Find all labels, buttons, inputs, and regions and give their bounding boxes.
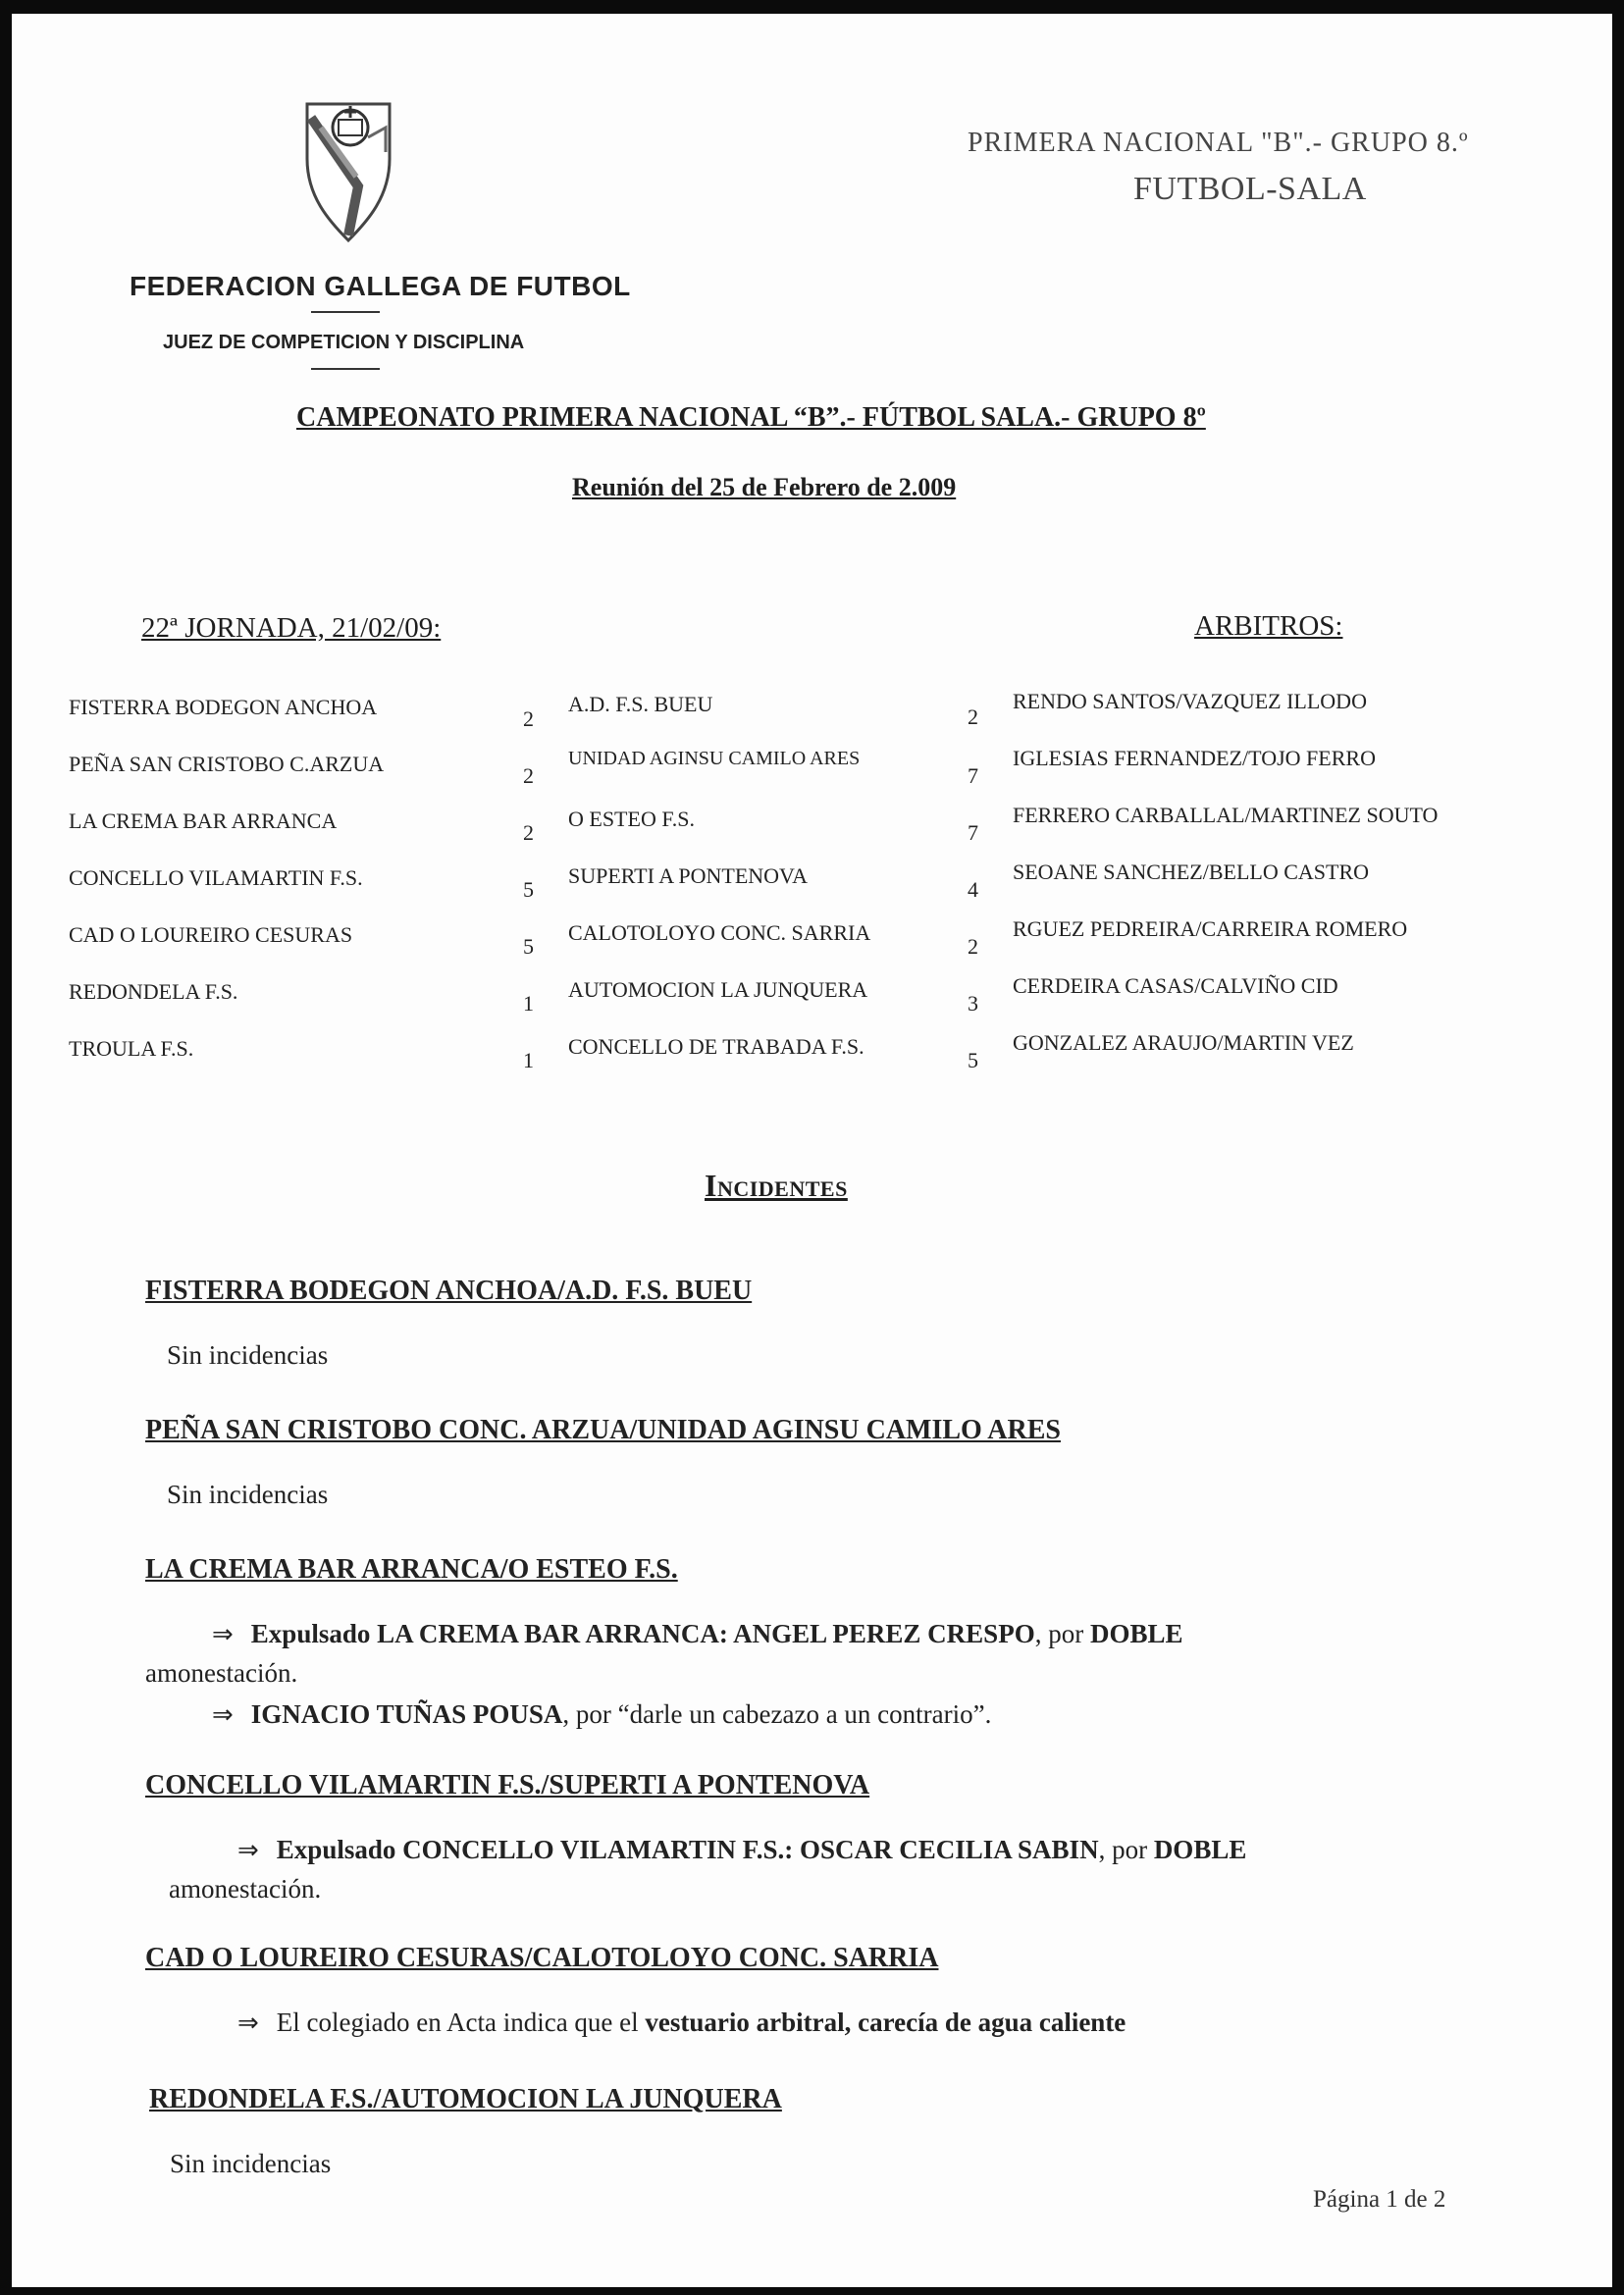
- incident-match-title: FISTERRA BODEGON ANCHOA/A.D. F.S. BUEU: [145, 1276, 753, 1306]
- home-team: CAD O LOUREIRO CESURAS: [69, 922, 353, 947]
- incident-text: amonestación.: [145, 1658, 298, 1688]
- away-score: 3: [968, 991, 978, 1016]
- away-score: 7: [968, 820, 978, 845]
- home-score: 5: [523, 934, 534, 959]
- incident-match-title: REDONDELA F.S./AUTOMOCION LA JUNQUERA: [149, 2084, 782, 2114]
- incidents-heading: Incidentes: [705, 1168, 848, 1203]
- divider: [311, 368, 380, 370]
- document-page: [12, 14, 1612, 2287]
- home-score: 1: [523, 1048, 534, 1072]
- meeting-date: Reunión del 25 de Febrero de 2.009: [572, 473, 957, 501]
- incident-text: Sin incidencias: [170, 2149, 332, 2178]
- incident-match-title: PEÑA SAN CRISTOBO CONC. ARZUA/UNIDAD AGINSU CAMILO ARES: [145, 1415, 1061, 1445]
- away-team: SUPERTI A PONTENOVA: [568, 863, 808, 888]
- away-team: A.D. F.S. BUEU: [568, 692, 713, 716]
- arrow-icon: ⇒: [212, 1700, 234, 1729]
- away-team: CALOTOLOYO CONC. SARRIA: [568, 920, 871, 945]
- away-team: UNIDAD AGINSU CAMILO ARES: [568, 748, 861, 769]
- home-score: 1: [523, 991, 534, 1016]
- incident-text: Sin incidencias: [167, 1480, 329, 1509]
- arrow-icon: ⇒: [212, 1620, 234, 1648]
- page-title: CAMPEONATO PRIMERA NACIONAL “B”.- FÚTBOL SALA.- GRUPO 8º: [296, 402, 1206, 433]
- home-score: 2: [523, 763, 534, 788]
- page-number: Página 1 de 2: [1313, 2186, 1446, 2213]
- referees: FERRERO CARBALLAL/MARTINEZ SOUTO: [1013, 803, 1439, 827]
- referees: RGUEZ PEDREIRA/CARREIRA ROMERO: [1013, 916, 1408, 941]
- incident-match-title: LA CREMA BAR ARRANCA/O ESTEO F.S.: [145, 1554, 678, 1585]
- home-score: 2: [523, 820, 534, 845]
- incident-bullet: ⇒ Expulsado CONCELLO VILAMARTIN F.S.: OSCAR CECILIA SABIN, por DOBLE: [237, 1835, 1247, 1864]
- sport-label: FUTBOL-SALA: [1133, 171, 1367, 207]
- incident-text: Sin incidencias: [167, 1340, 329, 1370]
- incident-bullet: ⇒ El colegiado en Acta indica que el vestuario arbitral, carecía de agua caliente: [237, 2008, 1126, 2037]
- incident-match-title: CONCELLO VILAMARTIN F.S./SUPERTI A PONTENOVA: [145, 1770, 870, 1800]
- divider: [311, 311, 380, 313]
- home-team: CONCELLO VILAMARTIN F.S.: [69, 865, 363, 890]
- referees-heading: ARBITROS:: [1194, 610, 1343, 642]
- incident-bullet: ⇒ IGNACIO TUÑAS POUSA, por “darle un cabezazo a un contrario”.: [212, 1699, 992, 1729]
- home-team: LA CREMA BAR ARRANCA: [69, 808, 338, 833]
- referees: IGLESIAS FERNANDEZ/TOJO FERRO: [1013, 746, 1376, 770]
- away-score: 2: [968, 934, 978, 959]
- committee-name: JUEZ DE COMPETICION Y DISCIPLINA: [163, 332, 525, 353]
- home-team: REDONDELA F.S.: [69, 979, 238, 1004]
- arrow-icon: ⇒: [237, 2008, 259, 2037]
- home-team: TROULA F.S.: [69, 1036, 194, 1061]
- arrow-icon: ⇒: [237, 1836, 259, 1864]
- away-score: 2: [968, 704, 978, 729]
- referees: CERDEIRA CASAS/CALVIÑO CID: [1013, 973, 1338, 998]
- away-team: O ESTEO F.S.: [568, 807, 696, 831]
- round-heading: 22ª JORNADA, 21/02/09:: [141, 612, 442, 644]
- category-label: PRIMERA NACIONAL "B".- GRUPO 8.º: [968, 128, 1469, 158]
- referees: GONZALEZ ARAUJO/MARTIN VEZ: [1013, 1030, 1354, 1055]
- federation-name: FEDERACION GALLEGA DE FUTBOL: [130, 271, 631, 301]
- referees: SEOANE SANCHEZ/BELLO CASTRO: [1013, 860, 1370, 884]
- away-score: 7: [968, 763, 978, 788]
- away-score: 4: [968, 877, 978, 902]
- home-team: PEÑA SAN CRISTOBO C.ARZUA: [69, 752, 385, 776]
- home-team: FISTERRA BODEGON ANCHOA: [69, 695, 378, 719]
- incident-bullet: ⇒ Expulsado LA CREMA BAR ARRANCA: ANGEL PEREZ CRESPO, por DOBLE: [212, 1619, 1183, 1648]
- away-team: CONCELLO DE TRABADA F.S.: [568, 1034, 864, 1059]
- incident-match-title: CAD O LOUREIRO CESURAS/CALOTOLOYO CONC. SARRIA: [145, 1943, 939, 1973]
- referees: RENDO SANTOS/VAZQUEZ ILLODO: [1013, 689, 1367, 713]
- federation-crest-icon: [299, 98, 397, 245]
- incident-text: amonestación.: [169, 1874, 322, 1904]
- home-score: 2: [523, 706, 534, 731]
- home-score: 5: [523, 877, 534, 902]
- away-team: AUTOMOCION LA JUNQUERA: [568, 977, 868, 1002]
- away-score: 5: [968, 1048, 978, 1072]
